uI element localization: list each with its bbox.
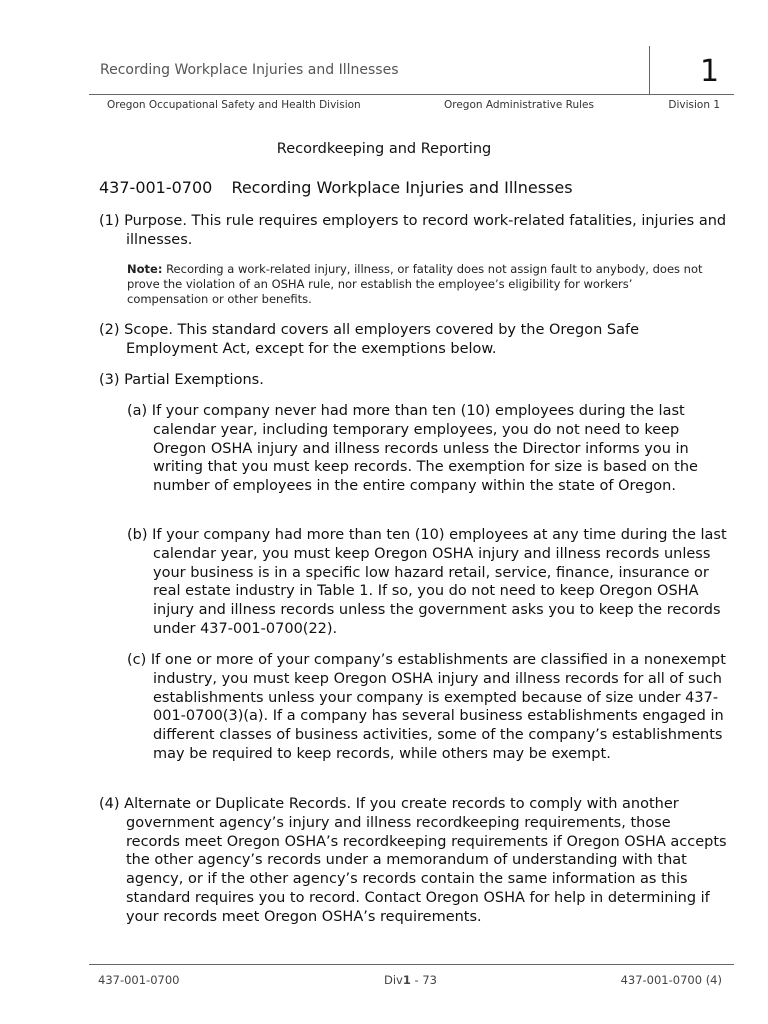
paragraph-scope: (2) Scope. This standard covers all employers covered by the Oregon Safe Employment Act, except for the exemptions below.: [99, 322, 639, 357]
header-rules: Oregon Administrative Rules: [444, 99, 594, 111]
header-divider-vertical: [649, 46, 650, 94]
header-divider: [89, 94, 734, 95]
footer-page-number: [384, 973, 437, 987]
note-text: Recording a work-related injury, illness, or fatality does not assign fault to anybody, does not prove the violation of an OSHA rule, nor establish the employee’s eligibility for workers’ compensation or other benefits.: [127, 262, 703, 306]
paragraph-3a: (a) If your company never had more than ten (10) employees during the last calendar year, including temporary employees, you do not need to keep Oregon OSHA injury and illness records unless the Director informs you in writing that you must keep records. The exemption for size is based on the number of employees in the entire company within the state of Oregon.: [127, 403, 698, 495]
header-division: Division 1: [668, 99, 720, 111]
footer-page-division: 1: [402, 973, 411, 987]
chapter-number: 1: [700, 54, 720, 89]
paragraph-3b: (b) If your company had more than ten (10) employees at any time during the last calendar year, you must keep Oregon OSHA injury and illness records unless your business is in a specific low hazard retail, service, finance, insurance or real estate industry in Table 1. If so, you do not need to keep Oregon OSHA injury and illness records unless the government asks you to keep the records under 437-001-0700(22).: [127, 527, 727, 637]
note: [127, 262, 717, 307]
section-heading: Recordkeeping and Reporting: [276, 141, 492, 157]
header-title: Recording Workplace Injuries and Illnesses: [100, 62, 399, 78]
footer-rule-number: 437-001-0700: [98, 973, 180, 987]
header-agency: Oregon Occupational Safety and Health Division: [107, 99, 361, 111]
rule-number: 437-001-0700: [99, 178, 213, 197]
footer-divider: [89, 964, 734, 965]
paragraph-3c: (c) If one or more of your company’s establishments are classified in a nonexempt industry, you must keep Oregon OSHA injury and illness records for all of such establishments unless your company is exempted because of size under 437-001-0700(3)(a). If a company has several business establishments engaged in different classes of business activities, some of the company’s establishments may be required to keep records, while others may be exempt.: [127, 652, 726, 762]
footer-section-ref: 437-001-0700 (4): [620, 973, 722, 987]
footer-page-suffix: - 73: [410, 973, 437, 987]
rule-heading: [99, 178, 573, 197]
rule-title: Recording Workplace Injuries and Illnesses: [231, 178, 573, 197]
note-label: Note:: [127, 262, 163, 276]
paragraph-alternate-records: (4) Alternate or Duplicate Records. If you create records to comply with another government agency’s injury and illness recordkeeping requirements, those records meet Oregon OSHA’s recordkeeping requirements if Oregon OSHA accepts the other agency’s records under a memorandum of understanding with that agency, or if the other agency’s records contain the same information as this standard requires you to record. Contact Oregon OSHA for help in determining if your records meet Oregon OSHA’s requirements.: [99, 796, 727, 925]
footer-page-prefix: Div: [384, 973, 403, 987]
paragraph-purpose: (1) Purpose. This rule requires employers to record work-related fatalities, injuries and illnesses.: [99, 213, 727, 248]
paragraph-partial-exemptions: (3) Partial Exemptions.: [99, 372, 264, 388]
